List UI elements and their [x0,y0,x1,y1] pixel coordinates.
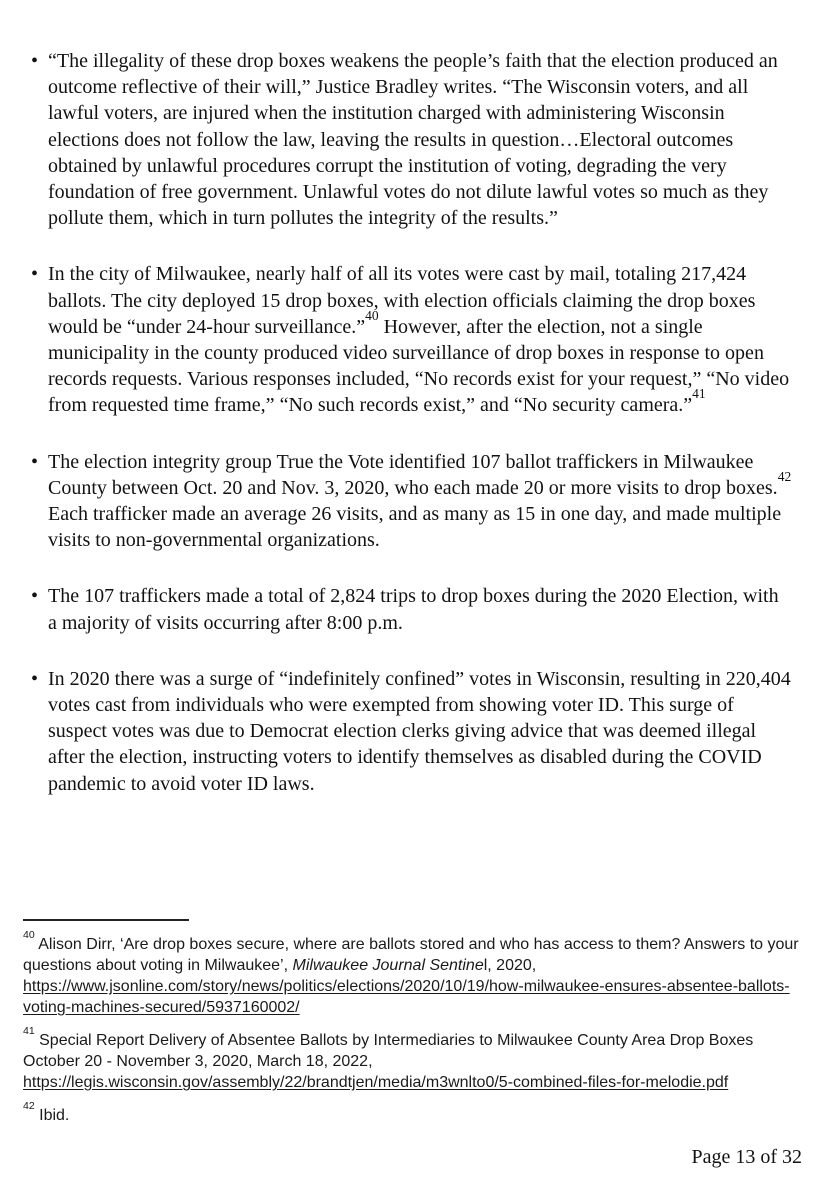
footnote-text: l, 2020, [483,957,537,974]
bullet-text: However, after the election, not a single municipality in the county produced video surveillance of drop boxes in response to open records requests. Various responses included, “No records exist for your request,” “No video from requested time frame,” “No such records exist,” and “No security camera.” [48,315,790,417]
footnote-ref-42: 42 [777,468,792,484]
footnote-41-link[interactable]: https://legis.wisconsin.gov/assembly/22/brandtjen/media/m3wnlto0/5-combined-files-for-melodie.pdf [23,1074,729,1091]
bullet-icon: • [31,263,39,286]
bullet-text: The election integrity group True the Vote identified 107 ballot traffickers in Milwaukee County between Oct. 20 and Nov. 3, 2020, who each made 20 or more visits to drop boxes. [48,450,778,499]
bullet-text: In the city of Milwaukee, nearly half of all its votes were cast by mail, totaling 217,424 ballots. The city deployed 15 drop boxes, with election officials claiming the drop boxes would be “under 24-hour surveillance.” [48,263,756,338]
footnote-text: Ibid. [34,1107,70,1124]
footnote-marker-40: 40 [23,929,35,942]
journal-title: Milwaukee Journal Sentine [292,957,484,974]
footnote-text: Special Report Delivery of Absentee Ballots by Intermediaries to Milwaukee County Area Drop Boxes October 20 - November 3, 2020, March 18, 2022, [23,1032,754,1070]
bullet-text: The 107 traffickers made a total of 2,824 trips to drop boxes during the 2020 Election, with a majority of visits occurring after 8:00 p.m. [48,585,779,634]
footnote-section [23,919,804,1138]
footnote-ref-40: 40 [365,307,379,323]
bullet-icon: • [31,450,39,473]
bullet-text: Each trafficker made an average 26 visits, and as many as 15 in one day, and made multiple visits to non-governmental organizations. [48,503,782,552]
page-number: Page 13 of 32 [691,1146,802,1168]
bullet-item-justice-bradley-quote [31,48,792,231]
bullet-item-true-the-vote [31,449,792,554]
bullet-item-milwaukee-mail-votes [31,261,792,418]
footnote-40 [23,929,804,1018]
footnote-40-link[interactable]: https://www.jsonline.com/story/news/politics/elections/2020/10/19/how-milwaukee-ensures-absentee-ballots-voting-machines-secured/5937160002/ [23,978,790,1016]
footnote-41 [23,1025,804,1093]
footnote-42 [23,1100,804,1126]
bullet-item-trafficker-trips [31,583,792,635]
footnote-marker-42: 42 [23,1100,35,1113]
bullet-icon: • [31,585,39,608]
bullet-item-indefinitely-confined [31,666,792,797]
footnote-marker-41: 41 [23,1025,35,1038]
bullet-icon: • [31,667,39,690]
bullet-text: “The illegality of these drop boxes weakens the people’s faith that the election produced an outcome reflective of their will,” Justice Bradley writes. “The Wisconsin voters, and all lawful voters, are injured when the institution charged with administering Wisconsin elections does not follow the law, leaving the results in question…Electoral outcomes obtained by unlawful procedures corrupt the institution of voting, degrading the very foundation of free government. Unlawful votes do not dilute lawful votes so much as they pollute them, which in turn pollutes the integrity of the results.” [48,50,778,230]
bullet-icon: • [31,50,39,72]
footnote-text: Alison Dirr, ‘Are drop boxes secure, where are ballots stored and who has access to them? Answers to your questions about voting in Milwaukee’, [23,936,799,974]
footnote-divider [23,919,189,921]
footnote-ref-41: 41 [692,386,706,402]
bullet-text: In 2020 there was a surge of “indefinitely confined” votes in Wisconsin, resulting in 220,404 votes cast from individuals who were exempted from showing voter ID. This surge of suspect votes was due to Democrat election clerks giving advice that was deemed illegal after the election, instructing voters to identify themselves as disabled during the COVID pandemic to avoid voter ID laws. [48,667,791,795]
